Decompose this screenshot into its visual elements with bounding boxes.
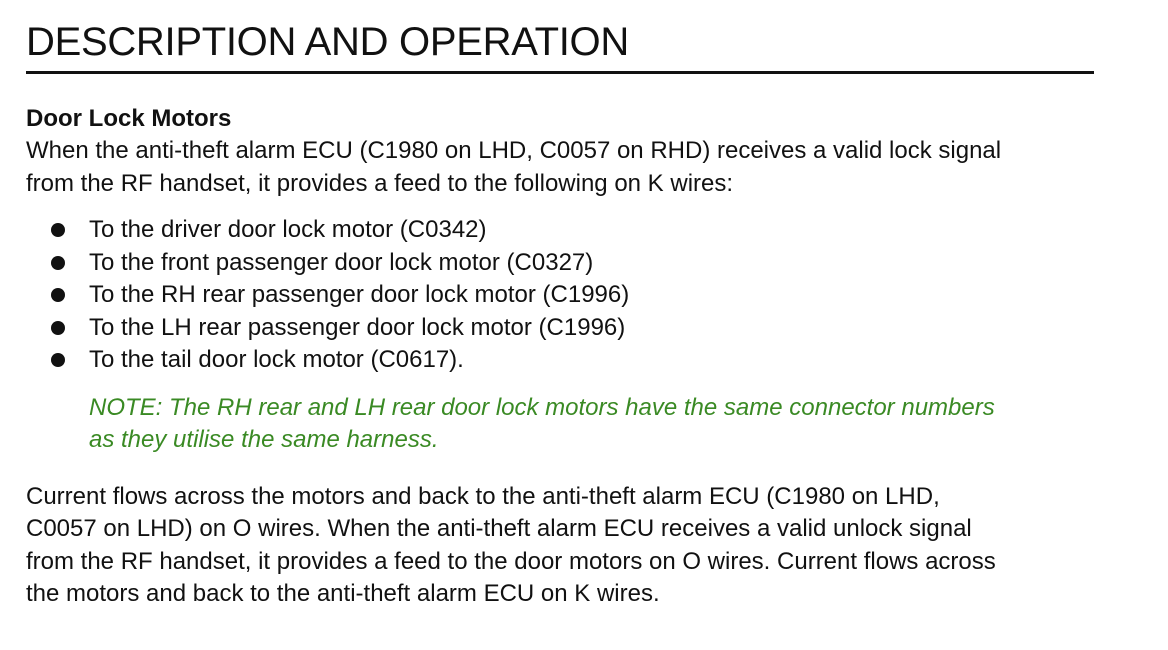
- body-line: the motors and back to the anti-theft alarm ECU on K wires.: [26, 580, 660, 608]
- list-item-text: To the LH rear passenger door lock motor (C1996): [89, 313, 626, 341]
- list-item-text: To the tail door lock motor (C0617).: [89, 346, 464, 374]
- list-item: [26, 312, 1096, 345]
- body-line: C0057 on LHD) on O wires. When the anti-theft alarm ECU receives a valid unlock signal: [26, 515, 972, 543]
- list-item: [26, 344, 1096, 377]
- list-item: [26, 279, 1096, 312]
- bullet-icon: [51, 288, 65, 302]
- bullet-icon: [51, 223, 65, 237]
- title-divider: [26, 71, 1094, 74]
- list-item-text: To the driver door lock motor (C0342): [89, 216, 487, 243]
- note-block: [89, 392, 1096, 457]
- section-heading: Door Lock Motors: [26, 105, 232, 132]
- list-item: [26, 247, 1096, 280]
- list-item: [26, 214, 1096, 247]
- body-line: Current flows across the motors and back to the anti-theft alarm ECU (C1980 on LHD,: [26, 482, 940, 510]
- bullet-list: [26, 214, 1096, 377]
- body-paragraph: [26, 481, 1096, 611]
- body-line: from the RF handset, it provides a feed to the door motors on O wires. Current flows across: [26, 547, 996, 575]
- intro-paragraph: [26, 135, 1096, 200]
- document-page: [26, 0, 1096, 611]
- list-item-text: To the front passenger door lock motor (C0327): [89, 248, 594, 276]
- note-line: as they utilise the same harness.: [89, 426, 439, 454]
- intro-line: When the anti-theft alarm ECU (C1980 on LHD, C0057 on RHD) receives a valid lock signal: [26, 137, 1002, 164]
- bullet-icon: [51, 321, 65, 335]
- intro-line: from the RF handset, it provides a feed to the following on K wires:: [26, 169, 734, 197]
- note-line: NOTE: The RH rear and LH rear door lock motors have the same connector numbers: [89, 393, 995, 421]
- list-item-text: To the RH rear passenger door lock motor (C1996): [89, 281, 630, 309]
- bullet-icon: [51, 353, 65, 367]
- page-title: DESCRIPTION AND OPERATION: [26, 20, 629, 64]
- bullet-icon: [51, 256, 65, 270]
